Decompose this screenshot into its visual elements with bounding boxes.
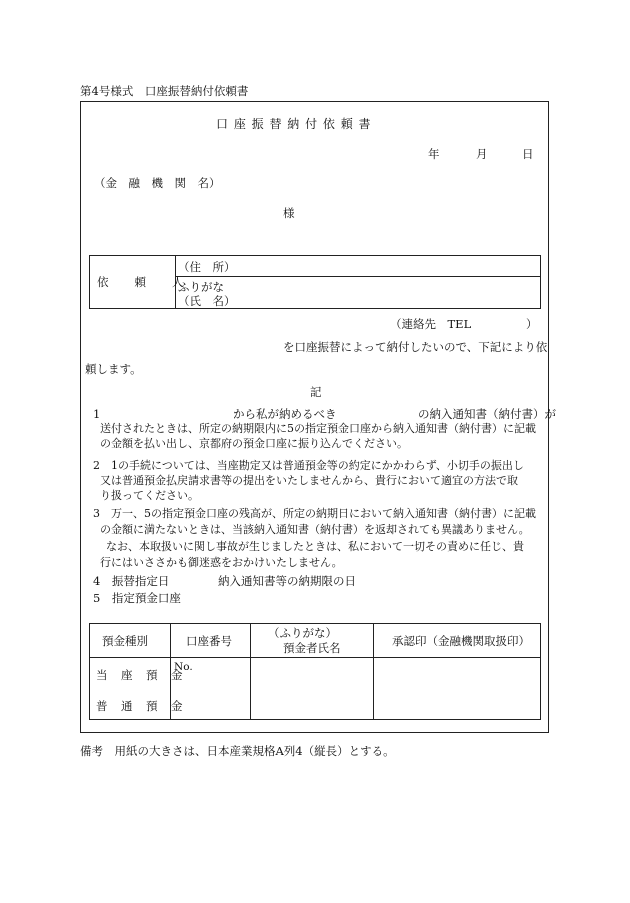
item1-notice-text: の納入通知書（納付書）が: [418, 407, 556, 421]
item2-line2: 又は普通預金払戻請求書等の提出をいたしませんから、貴行において適宜の方法で取: [100, 474, 518, 487]
col-header-seal: 承認印（金融機関取扱印）: [392, 634, 530, 648]
furigana-label: ふりがな: [178, 280, 224, 294]
item5-label: 5 指定預金口座: [93, 591, 181, 605]
form-title: 口 座 振 替 納 付 依 頼 書: [216, 117, 372, 131]
date-day-label: 日: [522, 147, 534, 161]
date-month-label: 月: [476, 147, 488, 161]
item3-line1: 3 万一、5の指定預金口座の残高が、所定の納期日において納入通知書（納付書）に記載: [93, 507, 536, 520]
contact-close-paren: ）: [526, 317, 538, 331]
address-label: （住 所）: [178, 260, 236, 274]
item1-from-text: から私が納めるべき: [233, 407, 337, 421]
requester-label: 依 頼 人: [97, 275, 185, 289]
item3-line2: の金額に満たないときは、当該納入通知書（納付書）を返却されても異議ありません。: [100, 523, 530, 536]
ki-heading: 記: [310, 385, 322, 399]
item1-line2: 送付されたときは、所定の納期限内に5の指定預金口座から納入通知書（納付書）に記載: [100, 422, 536, 435]
honorific-sama: 様: [283, 206, 295, 220]
type-current-account: 当 座 預 金: [96, 668, 184, 682]
col-header-account-no: 口座番号: [186, 634, 232, 648]
item4-value: 納入通知書等の納期限の日: [218, 574, 356, 588]
item1-line3: の金額を払い出し、京都府の預金口座に振り込んでください。: [100, 437, 408, 450]
col-header-furigana: （ふりがな）: [268, 626, 337, 640]
contact-tel-label: （連絡先 TEL: [390, 317, 472, 331]
request-text-line2: 頼します。: [85, 362, 142, 376]
col-header-type: 預金種別: [102, 634, 148, 648]
item2-line3: り扱ってください。: [100, 489, 199, 502]
item1-number: 1: [93, 407, 101, 421]
col-header-holder: 預金者氏名: [283, 641, 341, 655]
request-text-line1: を口座振替によって納付したいので、下記により依: [283, 340, 548, 354]
account-no-prefix: No.: [174, 661, 193, 673]
item4-label: 4 振替指定日: [93, 574, 170, 588]
bank-name-label: （金 融 機 関 名）: [94, 176, 221, 190]
form-number-label: 第4号様式 口座振替納付依頼書: [80, 84, 249, 98]
type-ordinary-account: 普 通 預 金: [96, 699, 184, 713]
item2-line1: 2 1の手続については、当座勘定又は普通預金等の約定にかかわらず、小切手の振出し: [93, 459, 524, 472]
date-year-label: 年: [428, 147, 440, 161]
name-label: （氏 名）: [178, 294, 236, 308]
item3-line3: なお、本取扱いに関し事故が生じましたときは、私において一切その責めに任じ、貴: [106, 540, 524, 553]
item3-line4: 行にはいささかも御迷惑をおかけいたしません。: [100, 556, 343, 569]
remark-text: 備考 用紙の大きさは、日本産業規格A列4（縦長）とする。: [80, 744, 395, 758]
